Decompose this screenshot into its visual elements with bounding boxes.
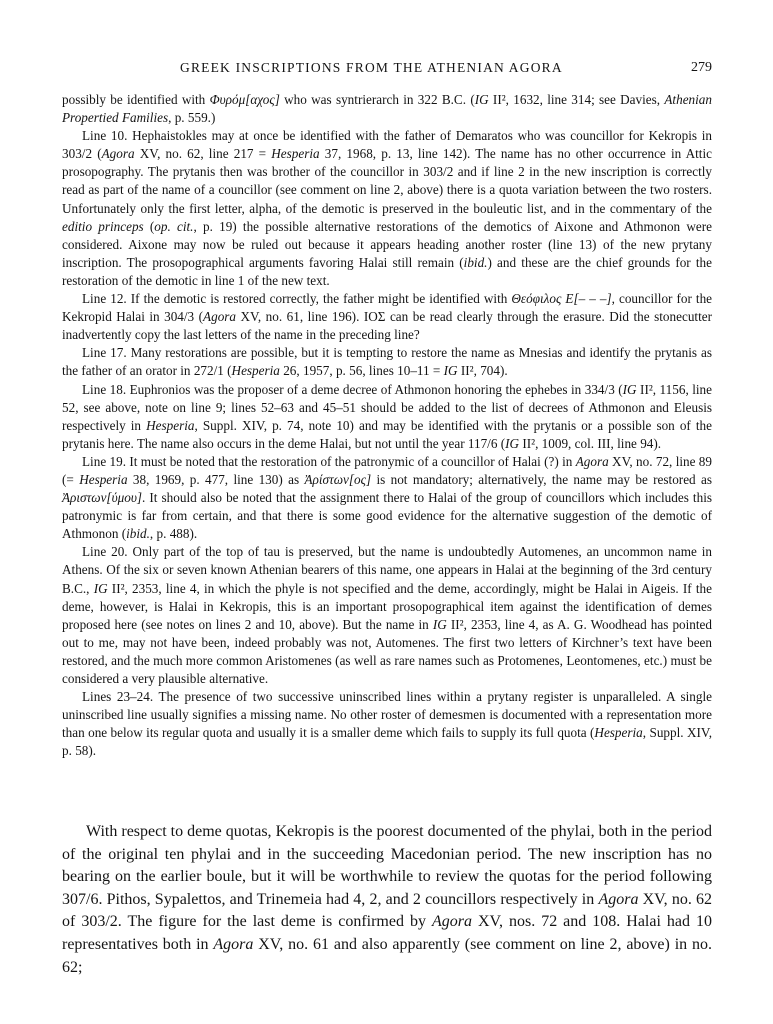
text-run: XV, no. 62, line 217 = — [134, 146, 272, 162]
text-run: II², 1156, line 52, see above, note on line 9; lines 52–63 and 45–51 should be added to the list of decrees of Athmonon and Eleusis respectively in — [62, 381, 712, 433]
text-run: Line 17. Many restorations are possible, but it is tempting to restore the name as Mnesias and identify the prytanis as the father of an orator in 272/1 ( — [62, 345, 712, 379]
italic-text: IG — [443, 363, 458, 379]
note-line-10 — [62, 127, 712, 290]
text-run: XV, no. 61 and also apparently (see comment on line 2, above) in no. 62; — [62, 935, 713, 976]
italic-text: Agora — [213, 935, 254, 953]
text-run: Line 19. It must be noted that the restoration of the patronymic of a councillor of Halai (?) in — [82, 453, 576, 469]
text-run: 26, 1957, p. 56, lines 10–11 = — [279, 363, 444, 379]
italic-text: Agora — [575, 453, 609, 469]
italic-text: IG — [622, 381, 637, 397]
note-line-18 — [62, 381, 712, 453]
note-line-19 — [62, 453, 712, 543]
italic-text: Hesperia — [594, 725, 643, 741]
italic-text: ibid. — [463, 254, 488, 270]
italic-text: IG — [505, 435, 520, 451]
text-run: 38, 1969, p. 477, line 130) as — [127, 471, 305, 487]
text-run: , p. 559.) — [168, 110, 216, 126]
running-head — [62, 60, 712, 80]
italic-text: Hesperia — [231, 363, 280, 379]
italic-text: Agora — [203, 309, 237, 325]
italic-text: Agora — [431, 913, 472, 931]
text-run: Line 12. If the demotic is restored correctly, the father might be identified with — [82, 291, 512, 307]
text-run: possibly be identified with — [62, 92, 210, 107]
note-continuation — [62, 91, 712, 127]
text-run: , Suppl. XIV, p. 58). — [62, 725, 712, 759]
italic-text: Ἀρίστων[ος] — [304, 471, 372, 487]
body-paragraph-deme-quotas — [62, 821, 712, 979]
italic-text: Hesperia — [146, 417, 195, 433]
running-title: GREEK INSCRIPTIONS FROM THE ATHENIAN AGORA — [180, 60, 563, 75]
text-run: II², 2353, line 4, as A. G. Woodhead has pointed out to me, may not have been, indeed probably was not, Automenes. The first two letters of Kirchner’s text have been restored, and the much more common Aristomenes (as well as rare names such as Protomenes, Leontomenes, etc.) must be considered a very plausible alternative. — [62, 616, 712, 686]
italic-text: ibid. — [126, 526, 150, 542]
italic-text: Agora — [598, 890, 639, 908]
italic-text: editio princeps — [62, 218, 144, 234]
text-run: XV, no. 61, line 196). ΙΟΣ can be read clearly through the erasure. Did the stonecutter inadvertently copy the last letters of the name in the preceding line? — [62, 309, 712, 343]
italic-text: IG — [432, 616, 447, 632]
text-run: , p. 488). — [149, 526, 198, 542]
text-run: Line 20. Only part of the top of tau is preserved, but the name is undoubtedly Automenes, an uncommon name in Athens. Of the six or seven known Athenian bearers of this name, one appears in Halai at the beginning of the 3rd century B.C., — [62, 544, 712, 596]
italic-text: Athenian Propertied Families — [62, 92, 712, 126]
text-run: 37, 1968, p. 13, line 142). The name has no other occurrence in Attic prosopography. The prytanis then was brother of the councillor in 303/2 and if line 2 in the new inscription is correctly read as part of the name of a councillor (see comment on line 2, above) there is a quota variation between the two rosters. Unfortunately only the first letter, alpha, of the demotic is preserved in the bouleutic list, and in the commentary of the — [62, 146, 712, 216]
text-run: ( — [143, 218, 155, 234]
commentary-notes — [62, 91, 712, 760]
text-run: II², 1632, line 314; see Davies, — [488, 92, 665, 107]
text-run: , p. 19) the possible alternative restorations of the demotics of Aixone and Athmonon were considered. Aixone may now be ruled out because it appears heading another roster (line 13) of the new prytany inscription. The prosopographical arguments favoring Halai still remain ( — [62, 218, 712, 270]
text-run: . It should also be noted that the assignment there to Halai of the group of councillors which includes this patronymic is far from certain, and that there is some good evidence for the alternative suggestion of the demotic of Athmonon ( — [62, 490, 712, 542]
text-run: II², 704). — [457, 363, 508, 379]
text-run: II², 1009, col. III, line 94). — [519, 435, 662, 451]
text-run: is not mandatory; alternatively, the name may be restored as — [371, 471, 712, 487]
text-run: With respect to deme quotas, Kekropis is the poorest documented of the phylai, both in the period of the original ten phylai and in the succeeding Macedonian period. The new inscription has no bearing on the earlier boule, but it will be worthwhile to review the quotas for the period following 307/6. Pithos, Sypalettos, and Trinemeia had 4, 2, and 2 councillors respectively in — [62, 823, 712, 908]
text-run: II², 2353, line 4, in which the phyle is not specified and the deme, accordingly, might be Halai in Aigeis. If the deme, however, is Halai in Kekropis, this is an important prosopographical item against the identification of demes proposed here (see notes on lines 2 and 10, above). But the name in — [62, 580, 713, 632]
text-run: XV, nos. 72 and 108. Halai had 10 representatives both in — [62, 913, 712, 953]
text-run: Lines 23–24. The presence of two successive uninscribed lines within a prytany register is unparalleled. A single uninscribed line usually signifies a missing name. No other roster of demesmen is documented with a representation more than one below its regular quota and usually it is a smaller deme which fails to supply its full quota ( — [62, 689, 712, 741]
text-run: , councillor for the Kekropid Halai in 304/3 ( — [62, 291, 713, 325]
text-run: , Suppl. XIV, p. 74, note 10) and may be identified with the prytanis or a possible son of the prytanis here. The name also occurs in the deme Halai, but not until the year 117/6 ( — [62, 417, 713, 451]
italic-text: IG — [474, 92, 489, 107]
note-line-17 — [62, 344, 712, 380]
main-text — [62, 821, 712, 979]
italic-text: Ἀριστων[ύμου] — [62, 490, 143, 506]
text-run: Line 18. Euphronios was the proposer of a deme decree of Athmonon honoring the ephebes in 334/3 ( — [82, 381, 623, 397]
text-run: ) and these are the chief grounds for the restoration of the demotic in line 1 of the new text. — [62, 254, 712, 288]
note-line-20 — [62, 543, 712, 688]
italic-text: Hesperia — [79, 471, 128, 487]
note-line-12 — [62, 290, 712, 344]
text-run: Line 10. Hephaistokles may at once be identified with the father of Demaratos who was councillor for Kekropis in 303/2 ( — [62, 128, 712, 162]
text-run: XV, no. 72, line 89 (= — [62, 453, 712, 487]
note-lines-23-24 — [62, 688, 712, 760]
text-run: who was syntrierarch in 322 B.C. ( — [279, 92, 475, 107]
italic-text: Agora — [101, 146, 135, 162]
text-run: XV, no. 62 of 303/2. The figure for the last deme is confirmed by — [62, 890, 713, 931]
italic-text: IG — [93, 580, 108, 596]
page — [62, 0, 712, 1024]
italic-text: Φυρόμ[αχος] — [209, 92, 280, 107]
italic-text: Θεόφιλος Ε[– – –] — [511, 291, 612, 307]
italic-text: op. cit. — [154, 218, 194, 234]
italic-text: Hesperia — [271, 146, 320, 162]
page-number: 279 — [691, 60, 712, 75]
